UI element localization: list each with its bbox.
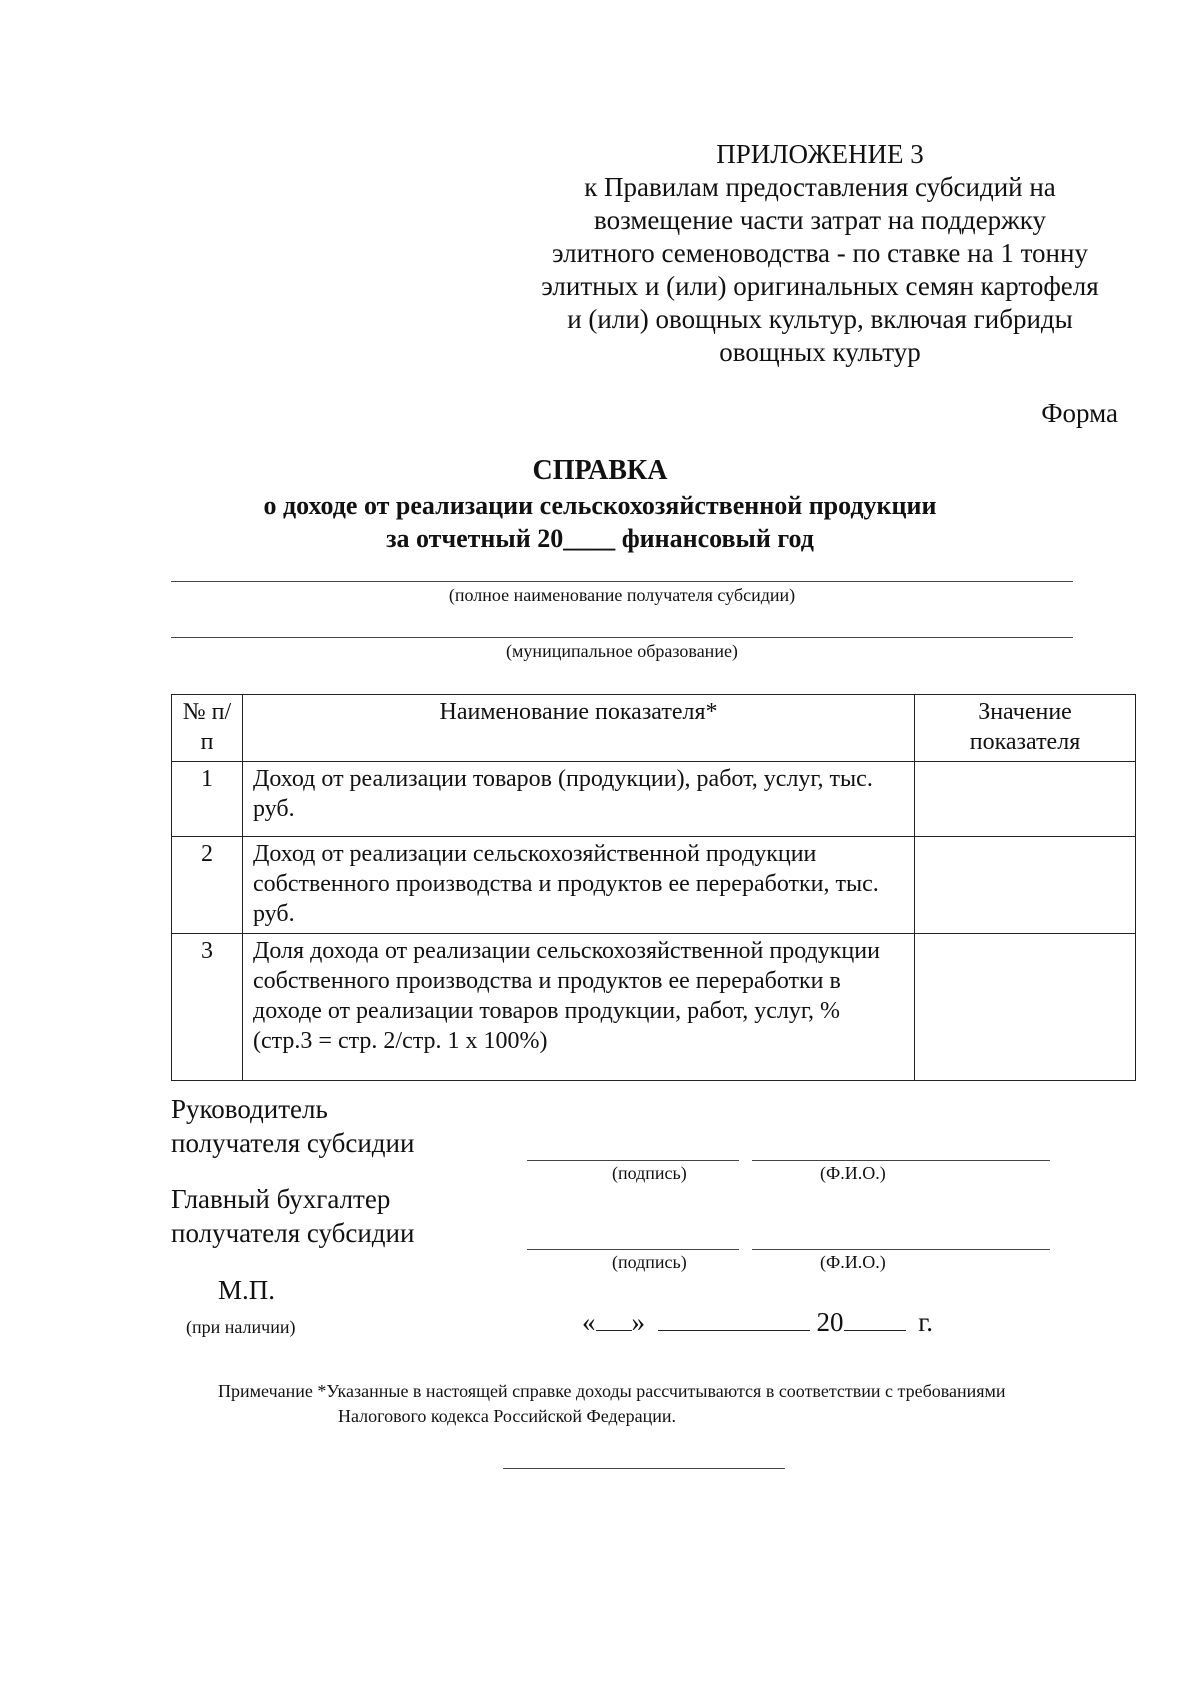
municipality-caption: (муниципальное образование) [506, 641, 738, 661]
accountant-name-caption: (Ф.И.О.) [820, 1252, 886, 1272]
year-blank[interactable] [844, 1308, 906, 1331]
appendix-line: элитных и (или) оригинальных семян картофеля [541, 271, 1099, 301]
accountant-signature-caption: (подпись) [612, 1252, 687, 1272]
municipality-field[interactable] [171, 637, 1073, 638]
end-divider [503, 1468, 785, 1469]
year-prefix: 20 [816, 1307, 844, 1337]
accountant-name-line[interactable] [752, 1249, 1050, 1250]
header-value: Значение показателя [915, 695, 1136, 762]
table-row [172, 934, 1136, 1081]
head-signature-caption: (подпись) [612, 1163, 687, 1183]
header-num: № п/п [172, 695, 243, 762]
day-blank[interactable] [596, 1308, 632, 1331]
row-num: 2 [172, 837, 243, 934]
row-name: Доход от реализации товаров (продукции), работ, услуг, тыс. руб. [243, 762, 915, 837]
date-close-quote: » [631, 1307, 645, 1337]
indicators-table [171, 694, 1136, 1081]
month-blank[interactable] [658, 1308, 810, 1331]
table-header-row [172, 695, 1136, 762]
form-label: Форма [1041, 398, 1118, 428]
stamp-note: (при наличии) [186, 1317, 296, 1337]
row-value-cell[interactable] [915, 934, 1136, 1081]
accountant-label [171, 1182, 414, 1250]
document-title: СПРАВКА [532, 455, 668, 486]
year-suffix: г. [918, 1307, 934, 1337]
appendix-line: возмещение части затрат на поддержку [594, 205, 1046, 235]
date-open-quote: « [582, 1307, 596, 1337]
head-label-line-2: получателя субсидии [171, 1128, 415, 1158]
accountant-label-line-1: Главный бухгалтер [171, 1184, 391, 1214]
subtitle-line-1: о доходе от реализации сельскохозяйственной продукции [263, 491, 937, 520]
row-name: Доля дохода от реализации сельскохозяйственной продукции собственного производства и продуктов ее переработки в доходе от реализации товаров продукции, работ, услуг, % (стр.3 = стр. 2/стр. 1 х 100%) [243, 934, 915, 1081]
date-field [582, 1307, 933, 1338]
accountant-signature-line[interactable] [527, 1249, 739, 1250]
head-label-line-1: Руководитель [171, 1094, 328, 1124]
subtitle-line-2: за отчетный 20____ финансовый год [386, 524, 814, 553]
footnote-line-1: Примечание *Указанные в настоящей справке доходы рассчитываются в соответствии с требованиями [218, 1381, 1006, 1401]
head-label [171, 1092, 414, 1160]
recipient-name-field[interactable] [171, 581, 1073, 582]
head-name-caption: (Ф.И.О.) [820, 1163, 886, 1183]
footnote-line-2: Налогового кодекса Российской Федерации. [338, 1406, 677, 1426]
row-name: Доход от реализации сельскохозяйственной продукции собственного производства и продуктов ее переработки, тыс. руб. [243, 837, 915, 934]
appendix-line: овощных культур [719, 337, 921, 367]
appendix-line: элитного семеноводства - по ставке на 1 тонну [552, 238, 1088, 268]
appendix-line: и (или) овощных культур, включая гибриды [567, 304, 1073, 334]
head-name-line[interactable] [752, 1160, 1050, 1161]
recipient-caption: (полное наименование получателя субсидии) [448, 585, 796, 605]
appendix-line: к Правилам предоставления субсидий на [584, 172, 1056, 202]
row-num: 3 [172, 934, 243, 1081]
stamp-label: М.П. [218, 1275, 276, 1305]
row-value-cell[interactable] [915, 837, 1136, 934]
table-row [172, 762, 1136, 837]
appendix-header [520, 138, 1120, 369]
document-subtitle [0, 489, 1200, 555]
appendix-title: ПРИЛОЖЕНИЕ 3 [716, 139, 924, 169]
accountant-label-line-2: получателя субсидии [171, 1218, 415, 1248]
row-value-cell[interactable] [915, 762, 1136, 837]
table-row [172, 837, 1136, 934]
header-name: Наименование показателя* [243, 695, 915, 762]
row-num: 1 [172, 762, 243, 837]
head-signature-line[interactable] [527, 1160, 739, 1161]
